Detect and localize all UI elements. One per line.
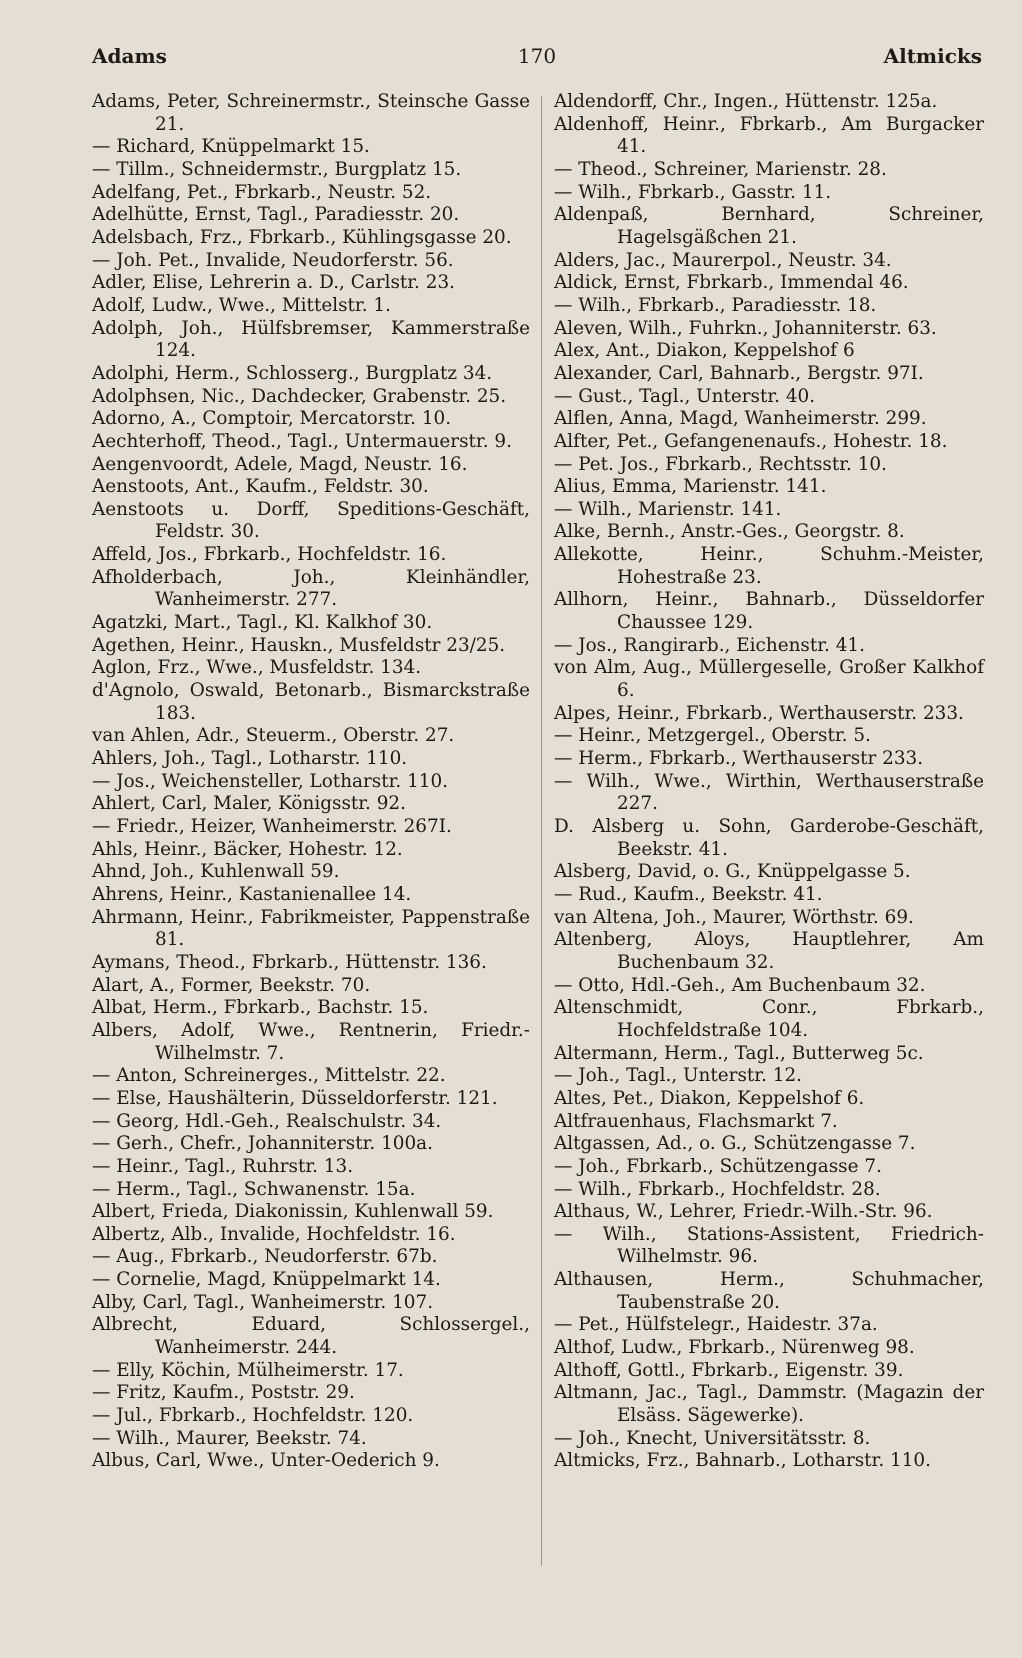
directory-entry: — Herm., Tagl., Schwanenstr. 15a. bbox=[92, 1178, 416, 1200]
directory-entry: Alke, Bernh., Anstr.-Ges., Georgstr. 8. bbox=[554, 521, 905, 543]
directory-entry: Alius, Emma, Marienstr. 141. bbox=[554, 476, 827, 498]
page-header bbox=[92, 44, 982, 74]
directory-entry: Adler, Elise, Lehrerin a. D., Carlstr. 23. bbox=[92, 272, 455, 294]
directory-entry: Adolphsen, Nic., Dachdecker, Grabenstr. 25. bbox=[92, 385, 507, 407]
directory-entry: van Ahlen, Adr., Steuerm., Oberstr. 27. bbox=[92, 725, 455, 747]
directory-entry: Alsberg, David, o. G., Knüppelgasse 5. bbox=[554, 861, 911, 883]
directory-entry: van Altena, Joh., Maurer, Wörthstr. 69. bbox=[554, 906, 914, 928]
directory-entry: — Otto, Hdl.-Geh., Am Buchenbaum 32. bbox=[554, 974, 926, 996]
directory-entry: Adolph, Joh., Hülfsbremser, Kammerstraße 124. bbox=[92, 317, 530, 362]
directory-entry: Altermann, Herm., Tagl., Butterweg 5c. bbox=[554, 1042, 924, 1064]
directory-entry: Adelhütte, Ernst, Tagl., Paradiesstr. 20. bbox=[92, 204, 460, 226]
directory-entry: Adolf, Ludw., Wwe., Mittelstr. 1. bbox=[92, 294, 391, 316]
directory-entry: Albert, Frieda, Diakonissin, Kuhlenwall 59. bbox=[92, 1201, 494, 1223]
directory-entry: — Joh., Tagl., Unterstr. 12. bbox=[554, 1065, 803, 1087]
directory-entry: Aldick, Ernst, Fbrkarb., Immendal 46. bbox=[554, 272, 909, 294]
directory-entry: Aenstoots u. Dorff, Speditions-Geschäft, Feldstr. 30. bbox=[92, 498, 530, 543]
directory-entry: — Wilh., Stations-Assistent, Friedrich-Wilhelmstr. 96. bbox=[554, 1223, 984, 1268]
directory-entry: — Jos., Rangirarb., Eichenstr. 41. bbox=[554, 634, 865, 656]
directory-entry: — Rud., Kaufm., Beekstr. 41. bbox=[554, 883, 823, 905]
column-divider bbox=[541, 96, 542, 1566]
directory-entry: — Wilh., Wwe., Wirthin, Werthauserstraße 227. bbox=[554, 770, 984, 815]
directory-entry: — Wilh., Fbrkarb., Hochfeldstr. 28. bbox=[554, 1178, 881, 1200]
directory-entry: Altgassen, Ad., o. G., Schützengasse 7. bbox=[554, 1133, 916, 1155]
directory-entry: Alpes, Heinr., Fbrkarb., Werthauserstr. 233. bbox=[554, 702, 964, 724]
header-left-catchword: Adams bbox=[92, 44, 167, 68]
directory-entry: d'Agnolo, Oswald, Betonarb., Bismarckstraße 183. bbox=[92, 680, 530, 724]
directory-entry: Alart, A., Former, Beekstr. 70. bbox=[92, 974, 371, 996]
directory-entry: Alfter, Pet., Gefangenenaufs., Hohestr. 18. bbox=[554, 430, 948, 452]
directory-entry: — Herm., Fbrkarb., Werthauserstr 233. bbox=[554, 748, 924, 770]
directory-entry: — Fritz, Kaufm., Poststr. 29. bbox=[92, 1382, 355, 1404]
directory-entry: von Alm, Aug., Müllergeselle, Großer Kalkhof 6. bbox=[554, 657, 984, 702]
directory-entry: Altmicks, Frz., Bahnarb., Lotharstr. 110. bbox=[554, 1450, 931, 1472]
directory-entry: Ahrmann, Heinr., Fabrikmeister, Pappenstraße 81. bbox=[92, 906, 530, 951]
directory-entry: Alders, Jac., Maurerpol., Neustr. 34. bbox=[554, 249, 892, 271]
directory-entry: Affeld, Jos., Fbrkarb., Hochfeldstr. 16. bbox=[92, 544, 447, 566]
directory-entry: Ahlert, Carl, Maler, Königsstr. 92. bbox=[92, 793, 406, 815]
directory-entry: Alby, Carl, Tagl., Wanheimerstr. 107. bbox=[92, 1291, 434, 1313]
directory-entry: — Joh., Knecht, Universitätsstr. 8. bbox=[554, 1427, 871, 1449]
right-column bbox=[554, 91, 984, 1473]
directory-entry: Alflen, Anna, Magd, Wanheimerstr. 299. bbox=[554, 408, 927, 430]
directory-entry: — Heinr., Tagl., Ruhrstr. 13. bbox=[92, 1155, 354, 1177]
directory-entry: Aldenhoff, Heinr., Fbrkarb., Am Burgacker 41. bbox=[554, 113, 984, 158]
directory-entry: Adelfang, Pet., Fbrkarb., Neustr. 52. bbox=[92, 181, 432, 203]
directory-entry: — Wilh., Marienstr. 141. bbox=[554, 498, 782, 520]
directory-entry: — Elly, Köchin, Mülheimerstr. 17. bbox=[92, 1359, 404, 1381]
directory-entry: — Georg, Hdl.-Geh., Realschulstr. 34. bbox=[92, 1110, 442, 1132]
page-number: 170 bbox=[517, 44, 557, 68]
directory-entry: Adams, Peter, Schreinermstr., Steinsche Gasse 21. bbox=[92, 91, 530, 135]
directory-entry: Aglon, Frz., Wwe., Musfeldstr. 134. bbox=[92, 657, 422, 679]
directory-entry: Albrecht, Eduard, Schlossergel., Wanheimerstr. 244. bbox=[92, 1314, 530, 1359]
left-column bbox=[92, 91, 530, 1473]
directory-entry: Adolphi, Herm., Schlosserg., Burgplatz 34. bbox=[92, 362, 493, 384]
directory-entry: D. Alsberg u. Sohn, Garderobe-Geschäft, Beekstr. 41. bbox=[554, 816, 984, 860]
directory-entry: Aldenpaß, Bernhard, Schreiner, Hagelsgäßchen 21. bbox=[554, 204, 984, 248]
directory-entry: — Wilh., Fbrkarb., Gasstr. 11. bbox=[554, 181, 832, 203]
directory-entry: — Aug., Fbrkarb., Neudorferstr. 67b. bbox=[92, 1246, 438, 1268]
directory-entry: Aechterhoff, Theod., Tagl., Untermauerstr. 9. bbox=[92, 430, 512, 452]
header-right-catchword: Altmicks bbox=[883, 44, 982, 68]
directory-entry: — Cornelie, Magd, Knüppelmarkt 14. bbox=[92, 1269, 441, 1291]
directory-entry: Albertz, Alb., Invalide, Hochfeldstr. 16. bbox=[92, 1223, 456, 1245]
directory-entry: Aldendorff, Chr., Ingen., Hüttenstr. 125a. bbox=[554, 91, 938, 112]
directory-entry: Alex, Ant., Diakon, Keppelshof 6 bbox=[554, 340, 855, 362]
directory-entry: Althaus, W., Lehrer, Friedr.-Wilh.-Str. 96. bbox=[554, 1201, 933, 1223]
directory-entry: — Joh., Fbrkarb., Schützengasse 7. bbox=[554, 1155, 882, 1177]
directory-entry: Adelsbach, Frz., Fbrkarb., Kühlingsgasse 20. bbox=[92, 226, 512, 248]
directory-entry: — Joh. Pet., Invalide, Neudorferstr. 56. bbox=[92, 249, 454, 271]
directory-entry: Aymans, Theod., Fbrkarb., Hüttenstr. 136. bbox=[92, 951, 487, 973]
directory-entry: — Gust., Tagl., Unterstr. 40. bbox=[554, 385, 816, 407]
directory-entry: Agethen, Heinr., Hauskn., Musfeldstr 23/25. bbox=[92, 634, 506, 656]
directory-entry: Afholderbach, Joh., Kleinhändler, Wanheimerstr. 277. bbox=[92, 566, 530, 611]
directory-entry: Aengenvoordt, Adele, Magd, Neustr. 16. bbox=[92, 453, 468, 475]
directory-entry: Ahlers, Joh., Tagl., Lotharstr. 110. bbox=[92, 748, 408, 770]
directory-entry: Altenberg, Aloys, Hauptlehrer, Am Buchenbaum 32. bbox=[554, 929, 984, 973]
directory-entry: Agatzki, Mart., Tagl., Kl. Kalkhof 30. bbox=[92, 612, 433, 634]
directory-entry: Altenschmidt, Conr., Fbrkarb., Hochfeldstraße 104. bbox=[554, 997, 984, 1041]
directory-entry: — Friedr., Heizer, Wanheimerstr. 267I. bbox=[92, 816, 452, 837]
directory-entry: — Wilh., Fbrkarb., Paradiesstr. 18. bbox=[554, 294, 877, 316]
directory-entry: Albus, Carl, Wwe., Unter-Oederich 9. bbox=[92, 1450, 440, 1472]
directory-entry: — Heinr., Metzgergel., Oberstr. 5. bbox=[554, 725, 871, 747]
directory-entry: — Gerh., Chefr., Johanniterstr. 100a. bbox=[92, 1133, 433, 1155]
directory-entry: Adorno, A., Comptoir, Mercatorstr. 10. bbox=[92, 408, 452, 430]
directory-entry: Ahls, Heinr., Bäcker, Hohestr. 12. bbox=[92, 838, 403, 860]
directory-entry: — Tillm., Schneidermstr., Burgplatz 15. bbox=[92, 158, 462, 180]
directory-entry: Albat, Herm., Fbrkarb., Bachstr. 15. bbox=[92, 997, 429, 1019]
directory-entry: — Theod., Schreiner, Marienstr. 28. bbox=[554, 158, 887, 180]
directory-entry: — Richard, Knüppelmarkt 15. bbox=[92, 136, 370, 158]
directory-entry: Allhorn, Heinr., Bahnarb., Düsseldorfer Chaussee 129. bbox=[554, 589, 984, 634]
directory-entry: Althausen, Herm., Schuhmacher, Taubenstraße 20. bbox=[554, 1269, 984, 1313]
directory-entry: Altmann, Jac., Tagl., Dammstr. (Magazin der Elsäss. Sägewerke). bbox=[554, 1382, 984, 1427]
directory-entry: Albers, Adolf, Wwe., Rentnerin, Friedr.-Wilhelmstr. 7. bbox=[92, 1019, 530, 1064]
directory-entry: — Jul., Fbrkarb., Hochfeldstr. 120. bbox=[92, 1405, 414, 1427]
directory-entry: Aenstoots, Ant., Kaufm., Feldstr. 30. bbox=[92, 476, 429, 498]
directory-entry: — Pet., Hülfstelegr., Haidestr. 37a. bbox=[554, 1314, 878, 1336]
directory-entry: Aleven, Wilh., Fuhrkn., Johanniterstr. 63. bbox=[554, 317, 937, 339]
directory-entry: Althoff, Gottl., Fbrkarb., Eigenstr. 39. bbox=[554, 1359, 904, 1381]
directory-entry: Allekotte, Heinr., Schuhm.-Meister, Hohestraße 23. bbox=[554, 544, 984, 588]
directory-entry: Althof, Ludw., Fbrkarb., Nürenweg 98. bbox=[554, 1337, 915, 1359]
directory-entry: — Pet. Jos., Fbrkarb., Rechtsstr. 10. bbox=[554, 453, 887, 475]
directory-entry: Altes, Pet., Diakon, Keppelshof 6. bbox=[554, 1087, 865, 1109]
directory-entry: — Wilh., Maurer, Beekstr. 74. bbox=[92, 1427, 367, 1449]
directory-entry: Alexander, Carl, Bahnarb., Bergstr. 97I. bbox=[554, 362, 924, 384]
directory-entry: — Else, Haushälterin, Düsseldorferstr. 121. bbox=[92, 1087, 498, 1109]
directory-entry: — Jos., Weichensteller, Lotharstr. 110. bbox=[92, 770, 449, 792]
directory-entry: Ahnd, Joh., Kuhlenwall 59. bbox=[92, 861, 340, 883]
directory-entry: — Anton, Schreinerges., Mittelstr. 22. bbox=[92, 1065, 446, 1087]
directory-entry: Altfrauenhaus, Flachsmarkt 7. bbox=[554, 1110, 838, 1132]
directory-entry: Ahrens, Heinr., Kastanienallee 14. bbox=[92, 883, 412, 905]
